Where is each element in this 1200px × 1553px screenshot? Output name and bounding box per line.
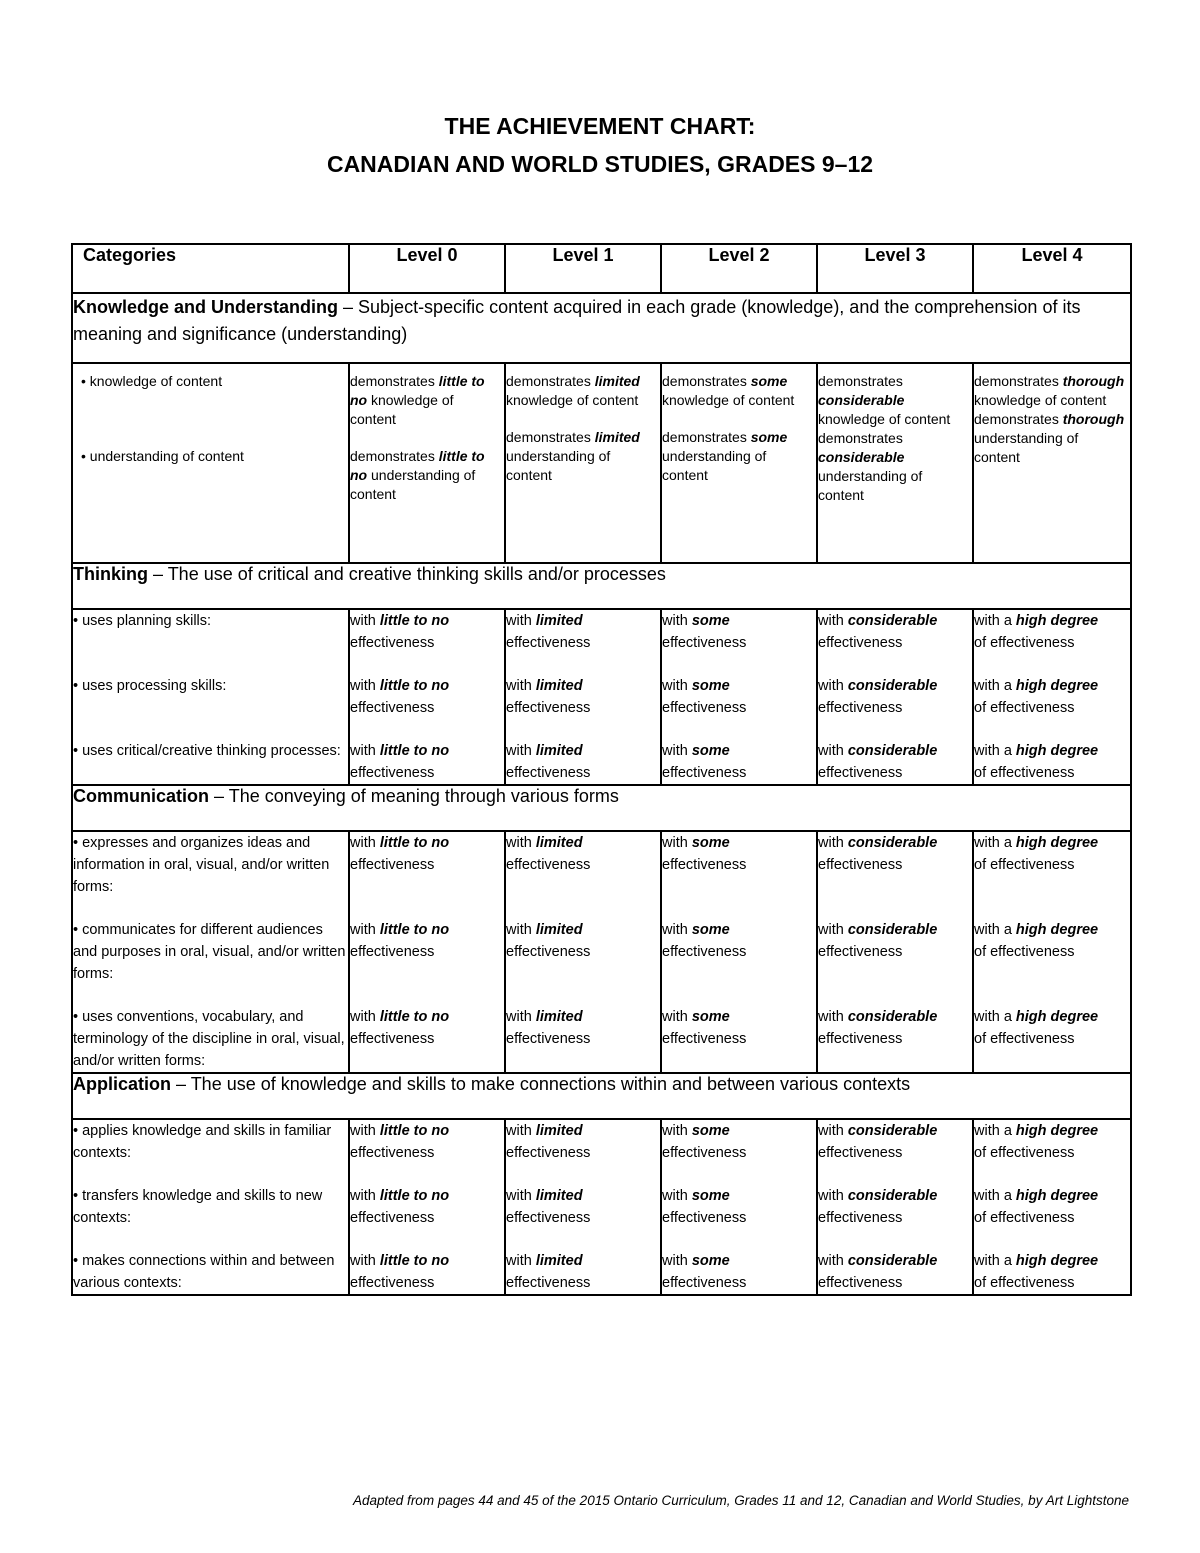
criterion: • uses conventions, vocabulary, and terminology of the discipline in oral, visual, and/or written forms:	[73, 1009, 345, 1069]
knowledge-descriptor: demonstrates some knowledge of content	[662, 373, 795, 408]
effectiveness-descriptor: with little to no effectiveness	[350, 922, 450, 960]
source-footnote: Adapted from pages 44 and 45 of the 2015 Ontario Curriculum, Grades 11 and 12, Canadian and World Studies, by Art Lightstone	[353, 1493, 1129, 1508]
application-level-2	[661, 1119, 817, 1295]
understanding-descriptor: demonstrates some understanding of content	[662, 429, 788, 483]
thinking-level-4	[973, 609, 1131, 785]
category-application	[72, 1073, 1131, 1119]
ku-level-1	[505, 363, 661, 563]
understanding-descriptor: demonstrates considerable understanding of content	[818, 430, 923, 503]
understanding-descriptor: demonstrates limited understanding of content	[506, 429, 640, 483]
effectiveness-descriptor: with considerable effectiveness	[818, 743, 938, 781]
criteria-cell	[72, 609, 349, 785]
thinking-level-1	[505, 609, 661, 785]
application-level-1	[505, 1119, 661, 1295]
criterion: • makes connections within and between various contexts:	[73, 1253, 335, 1291]
category-row-communication	[72, 785, 1131, 831]
category-row-application	[72, 1073, 1131, 1119]
application-level-0	[349, 1119, 505, 1295]
effectiveness-descriptor: with limited effectiveness	[506, 1123, 591, 1161]
ku-level-3	[817, 363, 973, 563]
effectiveness-descriptor: with some effectiveness	[662, 835, 747, 873]
effectiveness-descriptor: with considerable effectiveness	[818, 1123, 938, 1161]
achievement-chart-table	[71, 243, 1132, 1296]
thinking-criteria-row	[72, 609, 1131, 785]
thinking-level-3	[817, 609, 973, 785]
effectiveness-descriptor: with a high degree of effectiveness	[974, 678, 1099, 716]
header-level-0: Level 0	[349, 244, 505, 293]
knowledge-descriptor: demonstrates limited knowledge of content	[506, 373, 640, 408]
category-communication	[72, 785, 1131, 831]
effectiveness-descriptor: with considerable effectiveness	[818, 613, 938, 651]
effectiveness-descriptor: with considerable effectiveness	[818, 678, 938, 716]
thinking-level-0	[349, 609, 505, 785]
thinking-level-2	[661, 609, 817, 785]
effectiveness-descriptor: with some effectiveness	[662, 1123, 747, 1161]
effectiveness-descriptor: with considerable effectiveness	[818, 835, 938, 873]
category-row-knowledge	[72, 293, 1131, 363]
category-knowledge	[72, 293, 1131, 363]
chart-title-line1: THE ACHIEVEMENT CHART:	[444, 113, 756, 139]
criteria-cell	[72, 363, 349, 563]
category-description: – The use of critical and creative thinking skills and/or processes	[148, 564, 666, 584]
knowledge-descriptor: demonstrates thorough knowledge of content	[974, 373, 1125, 408]
effectiveness-descriptor: with a high degree of effectiveness	[974, 1253, 1099, 1291]
effectiveness-descriptor: with a high degree of effectiveness	[974, 743, 1099, 781]
communication-level-2	[661, 831, 817, 1073]
category-description: – Subject-specific content acquired in each grade (knowledge), and the comprehension of its meaning and significance (understanding)	[73, 297, 1081, 344]
effectiveness-descriptor: with little to no effectiveness	[350, 743, 450, 781]
effectiveness-descriptor: with some effectiveness	[662, 678, 747, 716]
understanding-descriptor: demonstrates little to no understanding of content	[350, 448, 485, 502]
category-name: Knowledge and Understanding	[73, 297, 339, 317]
application-level-3	[817, 1119, 973, 1295]
effectiveness-descriptor: with little to no effectiveness	[350, 613, 450, 651]
header-level-3: Level 3	[817, 244, 973, 293]
header-level-1: Level 1	[505, 244, 661, 293]
effectiveness-descriptor: with limited effectiveness	[506, 922, 591, 960]
effectiveness-descriptor: with some effectiveness	[662, 1009, 747, 1047]
communication-level-3	[817, 831, 973, 1073]
knowledge-descriptor: demonstrates considerable knowledge of content	[818, 373, 951, 427]
effectiveness-descriptor: with limited effectiveness	[506, 613, 591, 651]
criteria-cell	[72, 1119, 349, 1295]
criterion: • expresses and organizes ideas and information in oral, visual, and/or written forms:	[73, 835, 330, 895]
ku-level-4	[973, 363, 1131, 563]
effectiveness-descriptor: with limited effectiveness	[506, 743, 591, 781]
knowledge-criteria-row	[72, 363, 1131, 563]
category-description: – The use of knowledge and skills to make connections within and between various contexts	[171, 1074, 911, 1094]
effectiveness-descriptor: with limited effectiveness	[506, 1188, 591, 1226]
ku-level-2	[661, 363, 817, 563]
effectiveness-descriptor: with little to no effectiveness	[350, 1188, 450, 1226]
effectiveness-descriptor: with limited effectiveness	[506, 835, 591, 873]
criterion: • understanding of content	[81, 448, 244, 464]
application-level-4	[973, 1119, 1131, 1295]
effectiveness-descriptor: with a high degree of effectiveness	[974, 922, 1099, 960]
chart-title-line2: CANADIAN AND WORLD STUDIES, GRADES 9–12	[326, 151, 874, 177]
header-row	[72, 244, 1131, 293]
knowledge-descriptor: demonstrates little to no knowledge of content	[350, 373, 485, 427]
effectiveness-descriptor: with some effectiveness	[662, 1253, 747, 1291]
header-categories: Categories	[72, 244, 349, 293]
category-name: Communication	[73, 786, 210, 806]
criterion: • uses critical/creative thinking processes:	[73, 743, 341, 759]
effectiveness-descriptor: with some effectiveness	[662, 922, 747, 960]
category-thinking	[72, 563, 1131, 609]
effectiveness-descriptor: with little to no effectiveness	[350, 1253, 450, 1291]
effectiveness-descriptor: with a high degree of effectiveness	[974, 1123, 1099, 1161]
communication-criteria-row	[72, 831, 1131, 1073]
effectiveness-descriptor: with a high degree of effectiveness	[974, 613, 1099, 651]
effectiveness-descriptor: with considerable effectiveness	[818, 1253, 938, 1291]
category-row-thinking	[72, 563, 1131, 609]
effectiveness-descriptor: with some effectiveness	[662, 743, 747, 781]
communication-level-4	[973, 831, 1131, 1073]
effectiveness-descriptor: with considerable effectiveness	[818, 922, 938, 960]
criterion: • uses processing skills:	[73, 678, 227, 694]
effectiveness-descriptor: with limited effectiveness	[506, 678, 591, 716]
effectiveness-descriptor: with some effectiveness	[662, 1188, 747, 1226]
effectiveness-descriptor: with a high degree of effectiveness	[974, 1009, 1099, 1047]
criterion: • communicates for different audiences and purposes in oral, visual, and/or written forms:	[73, 922, 346, 982]
communication-level-1	[505, 831, 661, 1073]
criterion: • uses planning skills:	[73, 613, 212, 629]
category-description: – The conveying of meaning through various forms	[209, 786, 619, 806]
application-criteria-row	[72, 1119, 1131, 1295]
effectiveness-descriptor: with some effectiveness	[662, 613, 747, 651]
effectiveness-descriptor: with a high degree of effectiveness	[974, 835, 1099, 873]
effectiveness-descriptor: with limited effectiveness	[506, 1253, 591, 1291]
understanding-descriptor: demonstrates thorough understanding of content	[974, 411, 1125, 465]
effectiveness-descriptor: with considerable effectiveness	[818, 1188, 938, 1226]
effectiveness-descriptor: with limited effectiveness	[506, 1009, 591, 1047]
criterion: • knowledge of content	[81, 373, 223, 389]
effectiveness-descriptor: with little to no effectiveness	[350, 678, 450, 716]
effectiveness-descriptor: with considerable effectiveness	[818, 1009, 938, 1047]
effectiveness-descriptor: with little to no effectiveness	[350, 835, 450, 873]
header-level-4: Level 4	[973, 244, 1131, 293]
criterion: • transfers knowledge and skills to new contexts:	[73, 1188, 323, 1226]
header-level-2: Level 2	[661, 244, 817, 293]
ku-level-0	[349, 363, 505, 563]
effectiveness-descriptor: with little to no effectiveness	[350, 1123, 450, 1161]
criterion: • applies knowledge and skills in familiar contexts:	[73, 1123, 332, 1161]
category-name: Application	[73, 1074, 171, 1094]
communication-level-0	[349, 831, 505, 1073]
effectiveness-descriptor: with a high degree of effectiveness	[974, 1188, 1099, 1226]
criteria-cell	[72, 831, 349, 1073]
effectiveness-descriptor: with little to no effectiveness	[350, 1009, 450, 1047]
category-name: Thinking	[73, 564, 148, 584]
